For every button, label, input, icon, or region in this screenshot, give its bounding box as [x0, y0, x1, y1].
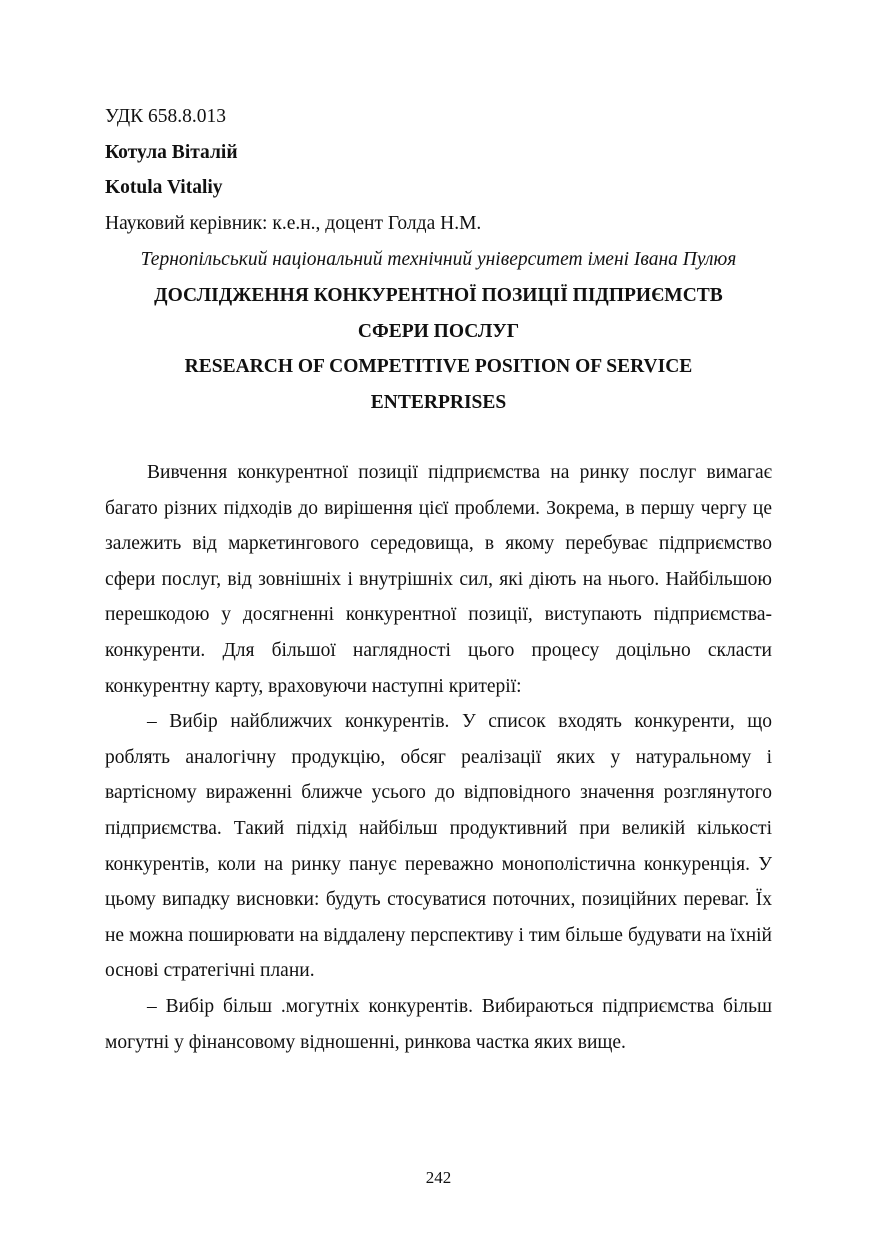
title-ua-line-2: СФЕРИ ПОСЛУГ — [357, 321, 520, 342]
affiliation-line: Тернопільський національний технічний університет імені Івана Пулюя — [140, 249, 737, 270]
author-name-ua: Котула Віталій — [105, 142, 238, 163]
title-en-line-1: RESEARCH OF COMPETITIVE POSITION OF SERVICE — [184, 356, 693, 377]
supervisor-line: Науковий керівник: к.е.н., доцент Голда Н.М. — [105, 213, 482, 234]
body-paragraph-2: – Вибір найближчих конкурентів. У список входять конкуренти, що роблять аналогічну продукцію, обсяг реалізації яких у натуральному і вартісному вираженні ближче усього до відповідного значення розглянутого підприємства. Такий підхід найбільш продуктивний при великій кількості конкурентів, коли на ринку панує переважно монополістична конкуренція. У цьому випадку висновки: будуть стосуватися поточних, позиційних переваг. Їх не можна поширювати на віддалену перспективу і тим більше будувати на їхній основі стратегічні плани. — [105, 711, 772, 982]
body-paragraph-1: Вивчення конкурентної позиції підприємства на ринку послуг вимагає багато різних підходів до вирішення цієї проблеми. Зокрема, в першу чергу це залежить від маркетингового середовища, в якому перебуває підприємство сфери послуг, від зовнішніх і внутрішніх сил, які діють на нього. Найбільшою перешкодою у досягненні конкурентної позиції, виступають підприємства-конкуренти. Для більшої наглядності цього процесу доцільно скласти конкурентну карту, враховуючи наступні критерії: — [105, 462, 772, 697]
udc-code: УДК 658.8.013 — [105, 106, 227, 127]
title-en-line-2: ENTERPRISES — [370, 392, 507, 413]
title-ua-line-1: ДОСЛІДЖЕННЯ КОНКУРЕНТНОЇ ПОЗИЦІЇ ПІДПРИЄМСТВ — [154, 285, 723, 306]
article-body — [105, 455, 772, 1060]
page-number: 242 — [425, 1168, 452, 1187]
author-name-en: Kotula Vitaliy — [105, 177, 223, 198]
body-paragraph-3: – Вибір більш .могутніх конкурентів. Вибираються підприємства більш могутні у фінансовому відношенні, ринкова частка яких вище. — [105, 995, 772, 1053]
